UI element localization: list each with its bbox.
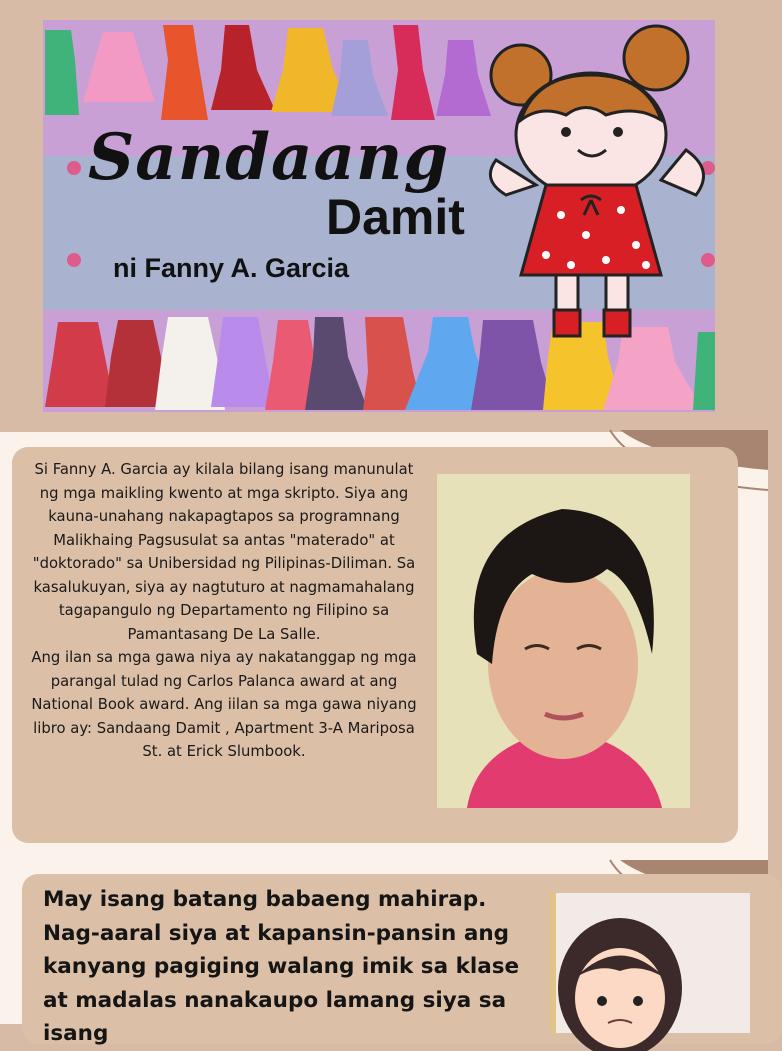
doll-illustration: [486, 20, 715, 342]
pink-dot: [67, 161, 81, 175]
sad-girl-illustration: [480, 893, 750, 1033]
pink-dot: [67, 253, 81, 267]
author-bio-text: [30, 458, 418, 764]
top-dresses-illustration: [43, 20, 493, 130]
author-bio-paragraph-2: Ang ilan sa mga gawa niya ay nakatanggap ng mga parangal tulad ng Carlos Palanca award at ang National Book award. Ang iilan sa mga gawa niyang libro ay: Sandaang Damit , Apartment 3-A Mariposa St. at Erick Slumbook.: [31, 649, 417, 760]
title-banner: [43, 20, 715, 412]
banner-title-line2: Damit: [326, 189, 465, 245]
banner-title-line1: Sandaang: [88, 120, 450, 195]
story-text: May isang batang babaeng mahirap. Nag-aaral siya at kapansin-pansin ang kanyang pagiging walang imik sa klase at madalas nanakaupo lamang siya sa isang: [43, 887, 520, 1046]
author-bio-paragraph: Si Fanny A. Garcia ay kilala bilang isang manunulat ng mga maikling kwento at mga skripto. Siya ang kauna-unahang nakapagtapos sa programnang Malikhaing Pagsusulat sa antas "materado" at "doktorado" sa Unibersidad ng Pilipinas-Diliman. Sa kasalukuyan, siya ay nagtuturo at nagmamahalang tagapangulo ng Departamento ng Filipino sa Pamantasang De La Salle.: [32, 461, 416, 643]
banner-byline: ni Fanny A. Garcia: [113, 253, 350, 283]
author-photo: [437, 474, 690, 808]
